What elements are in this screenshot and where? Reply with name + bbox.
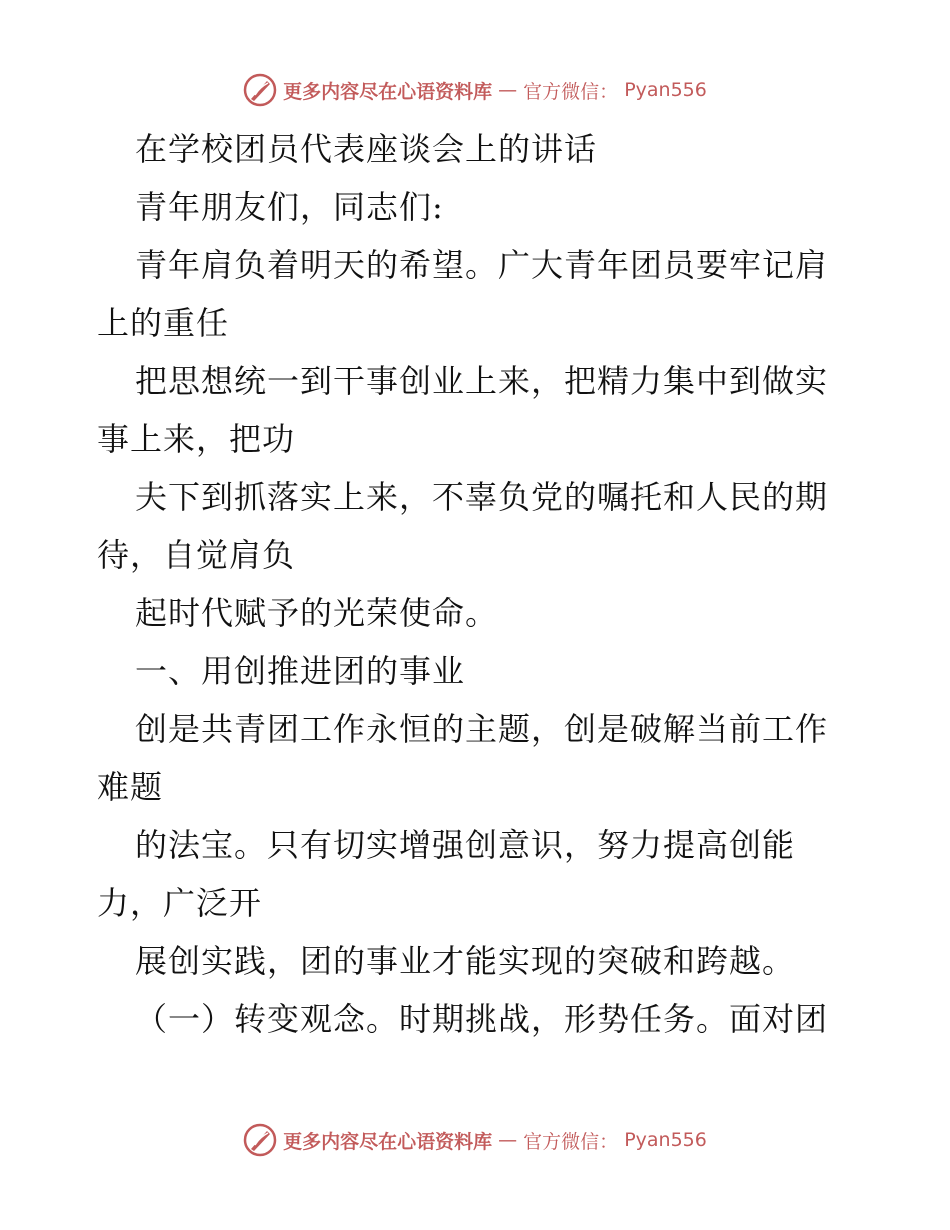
watermark-brand: 更多内容尽在心语资料库: [283, 1130, 493, 1153]
watermark-label: 官方微信：: [523, 80, 619, 103]
text-line: 待，自觉肩负: [97, 536, 296, 574]
document-title: 在学校团员代表座谈会上的讲话: [135, 130, 598, 168]
text-line: 青年肩负着明天的希望。广大青年团员要牢记肩: [135, 246, 829, 284]
watermark-separator: —: [498, 79, 518, 101]
text-line: 事上来，把功: [97, 420, 296, 458]
footer-watermark: [0, 1120, 950, 1160]
watermark-label: 官方微信：: [523, 1130, 619, 1153]
text-line: 展创实践，团的事业才能实现的突破和跨越。: [135, 942, 796, 980]
text-line: 上的重任: [97, 304, 230, 342]
text-line: 难题: [97, 768, 164, 806]
text-line: 的法宝。只有切实增强创意识，努力提高创能: [135, 826, 796, 864]
text-line: 青年朋友们，同志们:: [135, 188, 444, 226]
text-line: （一）转变观念。时期挑战，形势任务。面对团: [135, 1000, 829, 1038]
text-line: 力，广泛开: [97, 884, 263, 922]
quill-logo-icon: [243, 1123, 277, 1157]
quill-logo-icon: [243, 73, 277, 107]
text-line: 起时代赋予的光荣使命。: [135, 594, 499, 632]
text-line: 创是共青团工作永恒的主题，创是破解当前工作: [135, 710, 829, 748]
watermark-account: Pyan556: [624, 79, 707, 101]
watermark-brand: 更多内容尽在心语资料库: [283, 80, 493, 103]
watermark-separator: —: [498, 1129, 518, 1151]
text-line: 一、用创推进团的事业: [135, 652, 466, 690]
watermark-account: Pyan556: [624, 1129, 707, 1151]
header-watermark: [0, 70, 950, 110]
document-body: [97, 120, 857, 1048]
text-line: 把思想统一到干事创业上来，把精力集中到做实: [135, 362, 829, 400]
text-line: 夫下到抓落实上来，不辜负党的嘱托和人民的期: [135, 478, 829, 516]
